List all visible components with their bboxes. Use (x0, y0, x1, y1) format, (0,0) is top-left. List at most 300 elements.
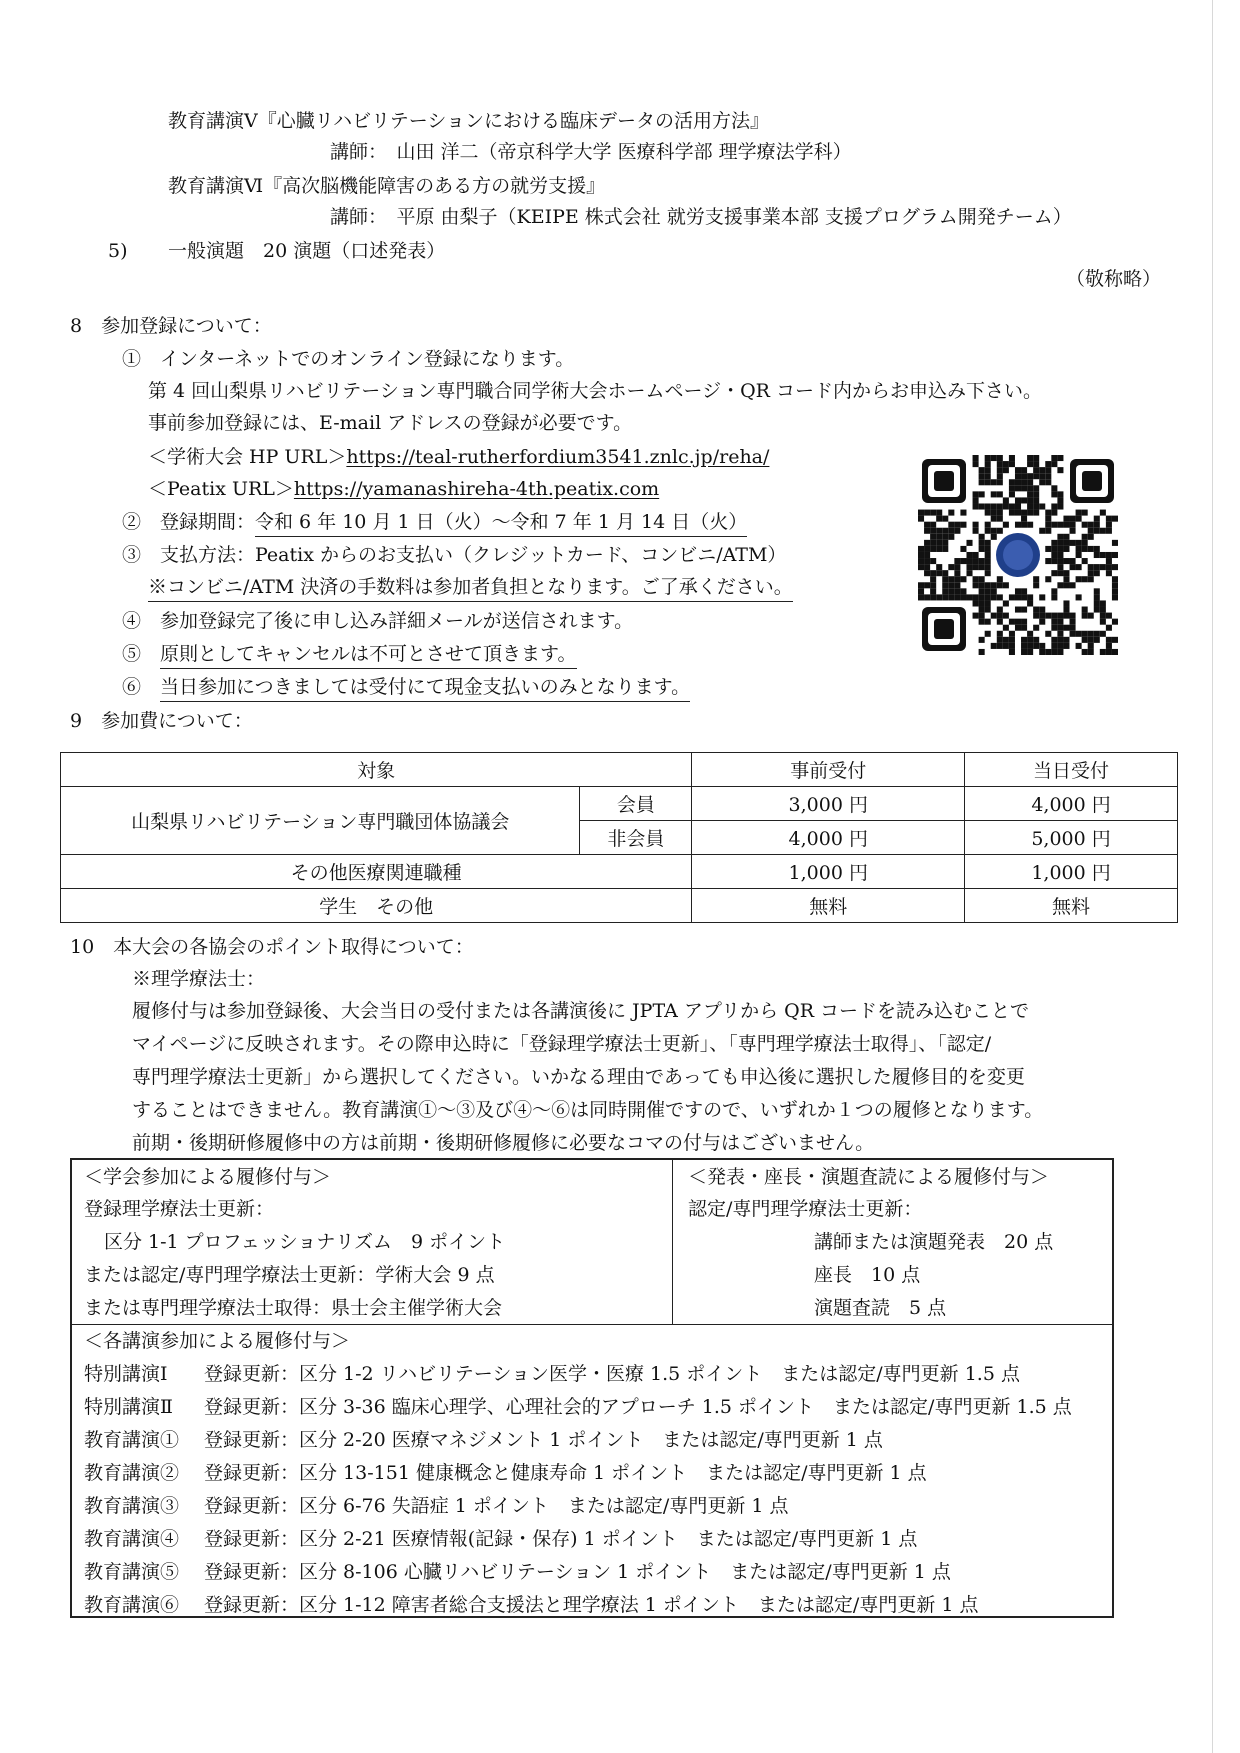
qr-module (1076, 631, 1082, 637)
qr-module (1063, 522, 1069, 528)
qr-module (1051, 491, 1057, 497)
qr-module (1015, 473, 1021, 479)
qr-module (1112, 588, 1118, 594)
qr-module (948, 528, 954, 534)
qr-module (1063, 540, 1069, 546)
qr-module (991, 588, 997, 594)
registration-item1: ① インターネットでのオンライン登録になります。 (122, 348, 575, 370)
qr-module (1027, 631, 1033, 637)
qr-module (1082, 540, 1088, 546)
qr-module (1094, 637, 1100, 643)
qr-module (1015, 503, 1021, 509)
qr-module (973, 461, 979, 467)
hp-url-link[interactable]: https://teal-rutherfordium3541.znlc.jp/reha/ (346, 446, 770, 468)
qr-module (979, 649, 985, 655)
attendance-credit-line1: 登録理学療法士更新： (84, 1198, 275, 1220)
qr-module (960, 588, 966, 594)
qr-module (954, 564, 960, 570)
qr-module (973, 491, 979, 497)
qr-module (985, 455, 991, 461)
qr-module (948, 594, 954, 600)
qr-module (1082, 576, 1088, 582)
qr-module (1039, 503, 1045, 509)
qr-module (924, 540, 930, 546)
fee-header-onsite: 当日受付 (965, 753, 1178, 787)
qr-module (991, 516, 997, 522)
qr-module (1045, 516, 1051, 522)
lecture-credit-name: 教育講演⑥ (84, 1594, 180, 1616)
qr-module (985, 582, 991, 588)
qr-module (966, 558, 972, 564)
qr-module (960, 558, 966, 564)
qr-module (924, 582, 930, 588)
qr-module (1088, 613, 1094, 619)
qr-module (1057, 540, 1063, 546)
qr-module (1057, 649, 1063, 655)
qr-module (1051, 643, 1057, 649)
qr-module (985, 600, 991, 606)
qr-module (1076, 516, 1082, 522)
qr-module (997, 576, 1003, 582)
qr-module (1033, 607, 1039, 613)
qr-module (1051, 461, 1057, 467)
qr-module (1033, 643, 1039, 649)
qr-module (1009, 649, 1015, 655)
qr-module (942, 594, 948, 600)
peatix-url-label: ＜Peatix URL＞ (148, 478, 294, 500)
qr-module (1070, 564, 1076, 570)
qr-module (1051, 503, 1057, 509)
qr-module (1070, 516, 1076, 522)
qr-module (979, 594, 985, 600)
qr-module (954, 594, 960, 600)
qr-module (966, 594, 972, 600)
qr-module (1063, 582, 1069, 588)
honorific-note: （敬称略） (1066, 268, 1162, 290)
qr-module (1070, 582, 1076, 588)
qr-module (1106, 558, 1112, 564)
general-presentation-number: 5) (108, 240, 128, 262)
qr-module (1100, 600, 1106, 606)
qr-module (1063, 600, 1069, 606)
lecture6-title: 教育講演Ⅵ『高次脳機能障害のある方の就労支援』 (168, 175, 606, 197)
qr-module (1033, 613, 1039, 619)
qr-module (1057, 503, 1063, 509)
qr-module (960, 522, 966, 528)
lecture-credit-text: 登録更新：区分 3-36 臨床心理学、心理社会的アプローチ 1.5 ポイント または認定/専門更新 1.5 点 (204, 1396, 1072, 1418)
qr-module (936, 570, 942, 576)
registration-item1-line2: 第 4 回山梨県リハビリテーション専門職合同学術大会ホームページ・QR コード内からお申込み下さい。 (148, 380, 1043, 402)
qr-module (966, 570, 972, 576)
qr-module (954, 522, 960, 528)
qr-module (1063, 637, 1069, 643)
qr-module (991, 582, 997, 588)
qr-module (1027, 479, 1033, 485)
qr-module (1063, 558, 1069, 564)
pt-label: ※理学療法士： (132, 968, 266, 990)
qr-module (1057, 534, 1063, 540)
qr-module (936, 510, 942, 516)
payment-fee-note: ※コンビニ/ATM 決済の手数料は参加者負担となります。ご了承ください。 (148, 576, 793, 602)
lecture5-title: 教育講演Ⅴ『心臓リハビリテーションにおける臨床データの活用方法』 (168, 110, 770, 132)
qr-module (997, 503, 1003, 509)
qr-module (918, 558, 924, 564)
qr-module (942, 570, 948, 576)
qr-module (1021, 467, 1027, 473)
lecture-credit-row (84, 1497, 789, 1516)
qr-module (930, 558, 936, 564)
qr-module (1063, 576, 1069, 582)
qr-module (1051, 485, 1057, 491)
qr-module (1094, 552, 1100, 558)
qr-module (1003, 600, 1009, 606)
lecture-credit-name: 教育講演② (84, 1462, 180, 1484)
qr-module (1051, 570, 1057, 576)
qr-module (1112, 619, 1118, 625)
qr-module (973, 576, 979, 582)
qr-module (1033, 473, 1039, 479)
qr-module (1088, 546, 1094, 552)
points-box-divider-vertical (672, 1160, 673, 1324)
qr-module (1045, 649, 1051, 655)
qr-module (1100, 552, 1106, 558)
qr-module (1057, 497, 1063, 503)
qr-module (1027, 510, 1033, 516)
registration-period-value: 令和 6 年 10 月 1 日（火）～令和 7 年 1 月 14 日（火） (255, 511, 747, 537)
qr-module (1094, 588, 1100, 594)
qr-module (997, 455, 1003, 461)
qr-module (966, 564, 972, 570)
lecture-credit-text: 登録更新：区分 2-20 医療マネジメント 1 ポイント または認定/専門更新 1 点 (204, 1429, 883, 1451)
qr-module (1051, 637, 1057, 643)
qr-module (1082, 534, 1088, 540)
qr-module (1021, 522, 1027, 528)
qr-module (924, 546, 930, 552)
qr-module (1009, 491, 1015, 497)
qr-module (1033, 497, 1039, 503)
lecture-credit-name: 教育講演③ (84, 1495, 180, 1517)
qr-module (1021, 516, 1027, 522)
qr-module (1021, 643, 1027, 649)
presentation-credit-line2: 講師または演題発表 20 点 (814, 1231, 1054, 1253)
qr-module (1106, 643, 1112, 649)
qr-module (948, 576, 954, 582)
qr-module (1106, 570, 1112, 576)
qr-module (1088, 649, 1094, 655)
qr-module (1015, 619, 1021, 625)
qr-module (1088, 570, 1094, 576)
qr-module (1070, 625, 1076, 631)
peatix-url-link[interactable]: https://yamanashireha-4th.peatix.com (293, 478, 660, 500)
qr-module (1003, 497, 1009, 503)
qr-module (1082, 613, 1088, 619)
qr-module (1033, 485, 1039, 491)
qr-module (1057, 643, 1063, 649)
qr-module (1039, 619, 1045, 625)
qr-module (1021, 485, 1027, 491)
fee-other-medical-onsite: 1,000 円 (965, 855, 1178, 889)
hp-url-row (148, 448, 769, 467)
lecture-credit-text: 登録更新：区分 8-106 心臓リハビリテーション 1 ポイント または認定/専門更新 1 点 (204, 1561, 951, 1583)
qr-module (1082, 649, 1088, 655)
qr-module (973, 558, 979, 564)
qr-module (985, 522, 991, 528)
qr-module (1057, 522, 1063, 528)
attendance-credit-line3: または認定/専門理学療法士更新：学術大会 9 点 (84, 1264, 495, 1286)
qr-module (1057, 558, 1063, 564)
fee-nonmember-label: 非会員 (580, 821, 692, 855)
qr-module (1088, 564, 1094, 570)
qr-code-image[interactable] (918, 455, 1118, 655)
qr-module (1051, 613, 1057, 619)
qr-module (985, 467, 991, 473)
qr-module (1094, 607, 1100, 613)
qr-module (1051, 510, 1057, 516)
registration-item5 (122, 645, 577, 664)
fee-header-advance: 事前受付 (692, 753, 965, 787)
qr-module (1094, 631, 1100, 637)
qr-module (936, 594, 942, 600)
qr-module (1112, 649, 1118, 655)
lecture-credit-text: 登録更新：区分 13-151 健康概念と健康寿命 1 ポイント または認定/専門更新 1 点 (204, 1462, 927, 1484)
qr-module (1015, 594, 1021, 600)
general-presentation: 一般演題 20 演題（口述発表） (168, 240, 446, 262)
qr-module (997, 582, 1003, 588)
qr-module (1003, 625, 1009, 631)
points-para-line3: 専門理学療法士更新」から選択してください。いかなる理由であっても申込後に選択した履修目的を変更 (132, 1066, 1025, 1088)
qr-module (924, 558, 930, 564)
qr-module (936, 528, 942, 534)
qr-module (1076, 576, 1082, 582)
qr-module (930, 546, 936, 552)
qr-module (1106, 625, 1112, 631)
attendance-credit-line4: または専門理学療法士取得：県士会主催学術大会 (84, 1297, 503, 1319)
qr-module (1009, 594, 1015, 600)
qr-module (1021, 479, 1027, 485)
qr-module (1106, 528, 1112, 534)
points-para-line2: マイページに反映されます。その際申込時に「登録理学療法士更新」、「専門理学療法士取得」、「認定/ (132, 1033, 992, 1055)
qr-module (1045, 479, 1051, 485)
qr-module (1039, 643, 1045, 649)
qr-module (1009, 485, 1015, 491)
qr-module (1082, 631, 1088, 637)
qr-module (930, 540, 936, 546)
qr-module (997, 510, 1003, 516)
qr-module (930, 522, 936, 528)
qr-module (979, 607, 985, 613)
qr-module (1063, 607, 1069, 613)
lecture-credit-row (84, 1563, 951, 1582)
qr-module (954, 582, 960, 588)
qr-module (1100, 631, 1106, 637)
qr-module (1009, 637, 1015, 643)
qr-module (1063, 516, 1069, 522)
qr-module (1057, 467, 1063, 473)
qr-module (918, 510, 924, 516)
qr-module (985, 503, 991, 509)
qr-module (1045, 461, 1051, 467)
qr-module (979, 576, 985, 582)
qr-module (954, 528, 960, 534)
qr-module (1094, 564, 1100, 570)
qr-module (1051, 558, 1057, 564)
qr-module (924, 570, 930, 576)
qr-module (1070, 631, 1076, 637)
qr-module (979, 582, 985, 588)
qr-module (985, 546, 991, 552)
qr-module (997, 491, 1003, 497)
qr-module (997, 613, 1003, 619)
qr-module (1112, 637, 1118, 643)
registration-item1-line3: 事前参加登録には、E-mail アドレスの登録が必要です。 (148, 412, 633, 434)
page-edge-shadow (1212, 0, 1213, 1753)
qr-module (948, 582, 954, 588)
qr-module (1033, 467, 1039, 473)
qr-module (991, 613, 997, 619)
fee-row-member (61, 787, 1178, 821)
qr-module (1045, 510, 1051, 516)
qr-module (1088, 631, 1094, 637)
qr-module (1088, 528, 1094, 534)
qr-module (1003, 582, 1009, 588)
qr-module (1076, 594, 1082, 600)
qr-module (1094, 516, 1100, 522)
qr-module (1057, 625, 1063, 631)
qr-module (1094, 528, 1100, 534)
qr-module (1106, 613, 1112, 619)
qr-module (1063, 625, 1069, 631)
qr-module (1094, 594, 1100, 600)
qr-module (918, 588, 924, 594)
lecture-credit-title: ＜各講演参加による履修付与＞ (84, 1330, 351, 1352)
qr-module (1088, 534, 1094, 540)
cancellation-note: 原則としてキャンセルは不可とさせて頂きます。 (160, 643, 576, 669)
qr-module (930, 582, 936, 588)
qr-module (942, 546, 948, 552)
qr-module (991, 510, 997, 516)
qr-module (1039, 613, 1045, 619)
qr-module (1039, 607, 1045, 613)
qr-module (1076, 540, 1082, 546)
qr-module (973, 613, 979, 619)
lecture-credit-row (84, 1398, 1072, 1417)
qr-module (979, 619, 985, 625)
qr-module (1112, 516, 1118, 522)
qr-module (1076, 546, 1082, 552)
lecture-credit-name: 教育講演④ (84, 1528, 180, 1550)
qr-module (960, 546, 966, 552)
qr-module (1003, 467, 1009, 473)
qr-module (1057, 491, 1063, 497)
qr-module (997, 619, 1003, 625)
qr-module (1033, 576, 1039, 582)
qr-module (1094, 522, 1100, 528)
qr-module (1082, 558, 1088, 564)
qr-module (1009, 479, 1015, 485)
qr-module (1039, 528, 1045, 534)
qr-module (930, 570, 936, 576)
qr-module (924, 552, 930, 558)
qr-module (997, 594, 1003, 600)
qr-module (985, 540, 991, 546)
qr-module (1033, 491, 1039, 497)
qr-module (991, 643, 997, 649)
qr-module (1112, 540, 1118, 546)
qr-module (918, 552, 924, 558)
qr-module (1045, 558, 1051, 564)
qr-module (1112, 594, 1118, 600)
qr-module (1015, 485, 1021, 491)
qr-module (985, 619, 991, 625)
qr-module (948, 522, 954, 528)
qr-module (924, 510, 930, 516)
fee-org-name: 山梨県リハビリテーション専門職団体協議会 (61, 787, 580, 855)
qr-module (985, 594, 991, 600)
qr-module (979, 558, 985, 564)
qr-module (936, 540, 942, 546)
qr-module (1021, 473, 1027, 479)
attendance-credit-line2: 区分 1-1 プロフェッショナリズム 9 ポイント (104, 1231, 506, 1253)
qr-module (1106, 552, 1112, 558)
qr-module (1106, 516, 1112, 522)
qr-module (1100, 613, 1106, 619)
qr-module (966, 540, 972, 546)
qr-module (1057, 570, 1063, 576)
qr-module (985, 479, 991, 485)
qr-module (1003, 643, 1009, 649)
qr-module (1100, 510, 1106, 516)
qr-module (954, 558, 960, 564)
lecture-credit-row (84, 1464, 927, 1483)
qr-module (991, 594, 997, 600)
qr-module (948, 510, 954, 516)
qr-module (924, 594, 930, 600)
lecture-credit-row (84, 1431, 883, 1450)
fee-student-onsite: 無料 (965, 889, 1178, 923)
fee-member-onsite: 4,000 円 (965, 787, 1178, 821)
registration-item5-number: ⑤ (122, 643, 161, 665)
qr-module (1051, 540, 1057, 546)
lecture-credit-row (84, 1596, 979, 1615)
qr-module (918, 516, 924, 522)
registration-item3: ③ 支払方法：Peatix からのお支払い（クレジットカード、コンビニ/ATM） (122, 544, 787, 566)
qr-module (1094, 546, 1100, 552)
presentation-credit-line4: 演題査読 5 点 (814, 1297, 947, 1319)
fee-nonmember-onsite: 5,000 円 (965, 821, 1178, 855)
qr-module (1082, 607, 1088, 613)
lecture-credit-text: 登録更新：区分 1-12 障害者総合支援法と理学療法 1 ポイント または認定/専門更新 1 点 (204, 1594, 979, 1616)
qr-module (1063, 570, 1069, 576)
lecture-credit-name: 特別講演Ⅰ (84, 1363, 168, 1385)
qr-module (985, 473, 991, 479)
qr-module (930, 588, 936, 594)
qr-module (942, 576, 948, 582)
fee-row-other-medical (61, 855, 1178, 889)
payment-fee-note-wrap (148, 578, 793, 597)
qr-module (1082, 637, 1088, 643)
lecture-credit-row (84, 1530, 917, 1549)
qr-module (1088, 637, 1094, 643)
qr-module (985, 552, 991, 558)
qr-module (979, 503, 985, 509)
qr-module (991, 528, 997, 534)
qr-module (954, 576, 960, 582)
qr-module (1027, 600, 1033, 606)
qr-module (1003, 461, 1009, 467)
qr-module (1045, 522, 1051, 528)
qr-module (979, 546, 985, 552)
fee-student-advance: 無料 (692, 889, 965, 923)
